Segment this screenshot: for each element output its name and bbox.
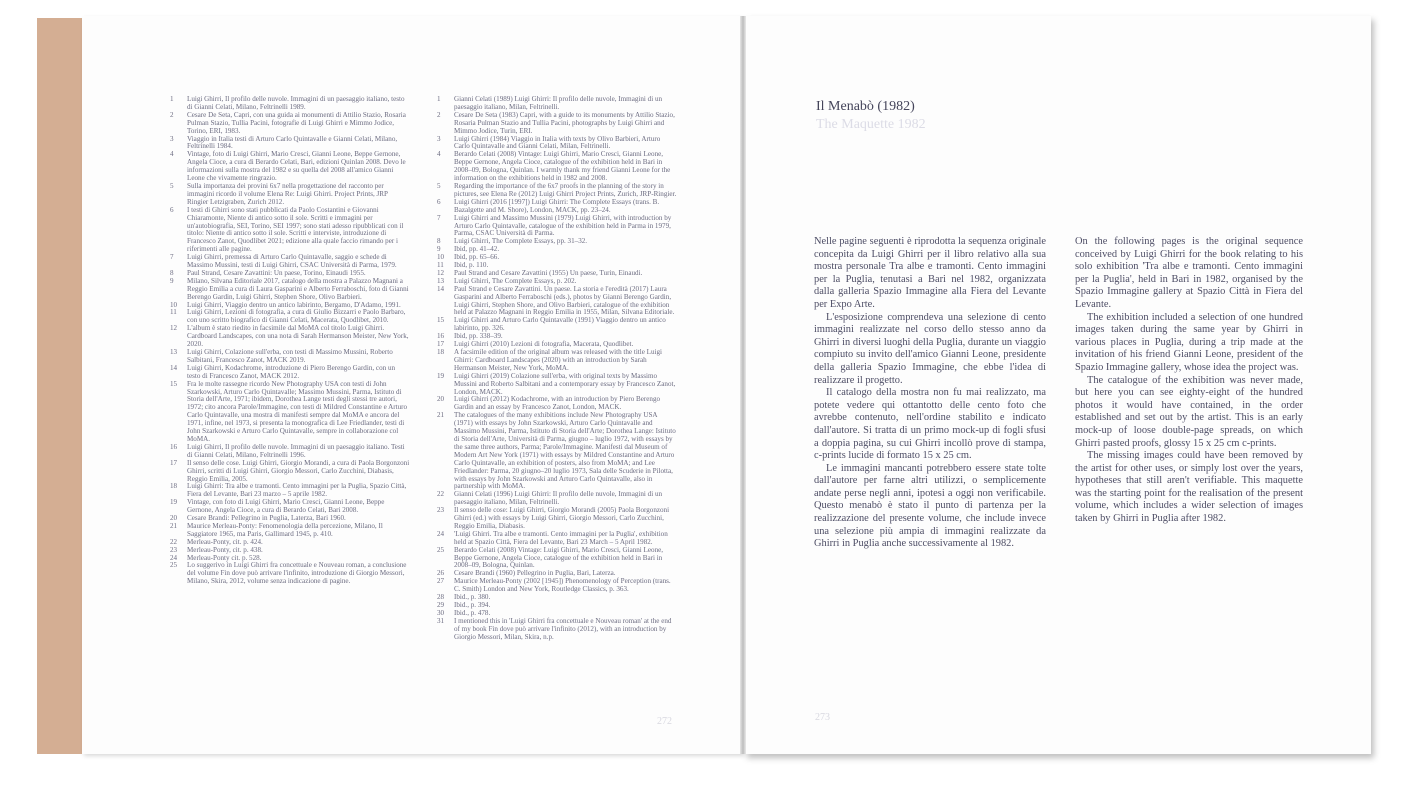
endnote-text: Berardo Celati (2008) Vintage: Luigi Ghirri, Mario Cresci, Gianni Leone, Beppe Gernone, Angela Cioce, catalogue of the exhibition held in Bari in 2008–09, Bologna, Quinlan. I warmly thank my friend Gianni Leone for the information on the exhibitions held in 1982 and 2008. <box>454 150 671 183</box>
endnote-number: 14 <box>170 363 178 372</box>
endnote-text: 'Luigi Ghirri. Tra albe e tramonti. Cento immagini per la Puglia', exhibition held at Spazio Città, Fiera del Levante, Bari 23 March – 5 April 1982. <box>454 529 668 546</box>
endnote-number: 20 <box>437 395 445 404</box>
endnote-text: Cesare De Seta (1983) Capri, with a guide to its monuments by Attilio Stazio, Rosaria Pulman Stazio and Tullia Pacini, photographs by Luigi Ghirri and Mimmo Jodice, Turin, ERI. <box>454 110 675 135</box>
endnote <box>437 112 677 136</box>
endnote <box>437 491 677 507</box>
endnote-number: 27 <box>437 577 445 586</box>
endnote <box>437 412 677 491</box>
endnote-number: 8 <box>437 237 441 246</box>
endnote-text: Luigi Ghirri (2010) Lezioni di fotografia, Macerata, Quodlibet. <box>454 340 634 349</box>
endnote-text: Paul Strand, Cesare Zavattini: Un paese, Torino, Einaudi 1955. <box>187 268 366 277</box>
endnote-number: 2 <box>437 110 441 119</box>
body-paragraph: The exhibition included a selection of one hundred images taken during the same year by Ghirri in various places in Puglia, during a trip made at the invitation of his friend Gianni Leone, president of the Spazio Immagine gallery, whose idea the project was. <box>1075 311 1303 373</box>
endnote <box>437 578 677 594</box>
endnote <box>437 215 677 239</box>
endnote <box>170 96 410 112</box>
endnote-text: Luigi Ghirri: Tra albe e tramonti. Cento immagini per la Puglia, Spazio Città, Fiera del Levante, Bari 23 marzo – 5 aprile 1982. <box>187 482 407 499</box>
book-spine <box>37 18 87 754</box>
endnote-number: 21 <box>170 521 178 530</box>
endnote-text: Merleau-Ponty cit. p. 528. <box>187 553 262 562</box>
endnote <box>437 183 677 199</box>
endnote-number: 4 <box>170 150 174 159</box>
endnote-number: 10 <box>437 253 445 262</box>
endnote-number: 21 <box>437 411 445 420</box>
endnote-text: Ibid., p. 380. <box>454 593 491 602</box>
endnote <box>437 151 677 183</box>
endnote-text: Luigi Ghirri (2019) Colazione sull'erba, with original texts by Massimo Mussini and Roberto Salbitani and a contemporary essay by Francesco Zanot, London, MACK. <box>454 371 676 396</box>
endnote-number: 18 <box>437 348 445 356</box>
section-heading: Il Menabò (1982) <box>816 99 915 114</box>
endnote-text: Sulla importanza dei provini 6x7 nella progettazione del racconto per immagini ricordo il volume Elena Re: Luigi Ghirri. Project Prints, JRP Ringier Letzigraben, Zurich 2012. <box>187 181 388 206</box>
endnote-number: 26 <box>437 569 445 578</box>
endnote-number: 8 <box>170 268 174 277</box>
body-paragraph: The catalogue of the exhibition was never made, but here you can see eighty-eight of the hundred photos it would have contained, in the order established and set out by the artist. This is an early mock-up of loose double-page spreads, on which Ghirri pasted proofs, glossy 15 x 25 cm c-prints. <box>1075 374 1303 449</box>
endnote-text: Il senso delle cose: Luigi Ghirri, Giorgio Morandi (2005) Paola Borgonzoni Ghirri (ed.) with essays by Luigi Ghirri, Giorgio Messori, Carlo Zucchini, Reggio Emilia, Diabasis. <box>454 506 670 530</box>
endnote-number: 19 <box>437 371 445 380</box>
endnote <box>170 309 410 325</box>
endnote <box>170 365 410 381</box>
endnote <box>437 531 677 547</box>
endnote-number: 12 <box>170 324 178 333</box>
endnote-text: Luigi Ghirri (2012) Kodachrome, with an introduction by Piero Berengo Gardin and an essay by Francesco Zanot, London, MACK. <box>454 395 661 412</box>
endnote-number: 3 <box>170 134 174 143</box>
endnote-number: 25 <box>170 561 178 570</box>
endnote-text: Luigi Ghirri, Kodachrome, introduzione di Piero Berengo Gardin, con un testo di Francesco Zanot, MACK 2012. <box>187 363 396 380</box>
body-paragraph: On the following pages is the original sequence conceived by Luigi Ghirri for the book relating to his solo exhibition 'Tra albe e tramonti. Cento immagini per la Puglia', held in Bari in 1982, organised by the Spazio Immagine gallery at Spazio Città in Fiera del Levante. <box>1075 236 1303 310</box>
endnote-text: Regarding the importance of the 6x7 proofs in the planning of the story in pictures, see Elena Re (2012) Luigi Ghirri Project Prints, Zurich, JRP-Ringier. <box>454 181 677 198</box>
endnote-number: 15 <box>437 316 445 325</box>
endnote-text: Luigi Ghirri, Colazione sull'erba, con testi di Massimo Mussini, Roberto Salbitani, Francesco Zanot, MACK 2019. <box>187 348 393 364</box>
endnote <box>437 547 677 571</box>
endnote-text: Maurice Merleau-Ponty (2002 [1945]) Phenomenology of Perception (trans. C. Smith) London and New York, Routledge Classics, p. 363. <box>454 577 671 594</box>
endnote-number: 13 <box>437 276 445 285</box>
endnote <box>437 396 677 412</box>
endnote-number: 9 <box>170 276 174 285</box>
endnote-text: Maurice Merleau-Ponty: Fenomenologia della percezione, Milano, Il Saggiatore 1965, ma Paris, Gallimard 1945, p. 410. <box>187 521 383 538</box>
endnote-text: Viaggio in Italia testi di Arturo Carlo Quintavalle e Gianni Celati, Milano, Feltrinelli 1984. <box>187 134 398 151</box>
endnote-text: Luigi Ghirri, Viaggio dentro un antico labirinto, Bergamo, D'Adamo, 1991. <box>187 300 401 309</box>
endnote-number: 22 <box>170 537 178 546</box>
endnote <box>170 562 410 586</box>
section-subheading: The Maquette 1982 <box>816 117 926 132</box>
endnote <box>170 254 410 270</box>
endnote-number: 24 <box>170 553 178 562</box>
endnote-text: Paul Strand and Cesare Zavattini (1955) Un paese, Turin, Einaudi. <box>454 268 643 277</box>
endnote-text: Ibid, pp. 338–39. <box>454 332 503 341</box>
body-paragraph: L'esposizione comprendeva una selezione di cento immagini realizzate nel corso dello stesso anno da Ghirri in diversi luoghi della Puglia, durante un viaggio compiuto su invito dell'amico Gianni Leone, presidente della galleria Spazio Immagine, che ebbe l'idea di realizzare il progetto. <box>814 311 1046 386</box>
endnote-number: 4 <box>437 150 441 159</box>
endnote-text: Ibid., p. 394. <box>454 601 491 609</box>
endnote-text: A facsimile edition of the original album was released with the title Luigi Ghirri: Cardboard Landscapes (2020) with an introduction by Sarah Hermanson Meister, New York, MoMA. <box>454 348 663 372</box>
endnote-number: 11 <box>170 308 177 317</box>
endnote-text: Luigi Ghirri, Lezioni di fotografia, a cura di Giulio Bizzarri e Paolo Barbaro, con uno scritto biografico di Gianni Celati, Macerata, Quodlibet, 2010. <box>187 308 406 325</box>
endnote-number: 13 <box>170 348 178 356</box>
endnote <box>170 523 410 539</box>
endnote-number: 9 <box>437 245 441 254</box>
endnote-text: Cesare De Seta, Capri, con una guida ai monumenti di Attilio Stazio, Rosaria Pulman Stazio, Tullia Pacini, fotografie di Luigi Ghirri e Mimmo Jodice, Torino, ERI, 1983. <box>187 110 406 135</box>
endnote-text: Fra le molte rassegne ricordo New Photography USA con testi di John Szarkowski, Arturo Carlo Quintavalle; Massimo Mussini, Parma, Istituto di Storia dell'Arte, 1971; ibidem, Dorothea Lange testi degli stessi tre autori, 1972; cito ancora Parole/Immagine, con testi di Mildred Constantine e Arturo Carlo Quintavalle, una mostra di manifesti sempre dal MoMA e ancora del 1971, infine, nel 1973, si presenta la monografica di Lee Friedlander, testi di John Szarkowski e Arturo Carlo Quintavalle, sempre in collaborazione col MoMA. <box>187 379 408 443</box>
endnote-text: Luigi Ghirri (2016 [1997]) Luigi Ghirri: The Complete Essays (trans. B. Bazalgette and M. Shore), London, MACK, pp. 23–24. <box>454 197 660 214</box>
endnote-number: 1 <box>437 95 441 103</box>
endnote-number: 16 <box>437 332 445 341</box>
endnote-text: Merleau-Ponty, cit. p. 424. <box>187 537 263 546</box>
endnote <box>170 444 410 460</box>
english-body-text <box>1075 236 1303 526</box>
endnote <box>170 207 410 254</box>
right-page-number: 273 <box>815 712 830 723</box>
endnote-text: Luigi Ghirri (1984) Viaggio in Italia with texts by Olivo Barbieri, Arturo Carlo Quintavalle and Gianni Celati, Milan, Feltrinelli. <box>454 134 661 151</box>
endnote-text: I mentioned this in 'Luigi Ghirri fra concettuale e Nouveau roman' at the end of my book Fin dove può arrivare l'infinito (2012), with an introduction by Giorgio Messori, Milan, Skira, n.p. <box>454 616 672 641</box>
endnote-text: Ibid, p. 110. <box>454 261 489 270</box>
endnote-text: Merleau-Ponty, cit. p. 438. <box>187 545 263 554</box>
endnote <box>437 618 677 642</box>
endnote <box>170 349 410 365</box>
endnote-text: Luigi Ghirri and Arturo Carlo Quintavalle (1991) Viaggio dentro un antico labirinto, pp. 326. <box>454 316 666 333</box>
endnote-number: 24 <box>437 529 445 538</box>
book-gutter <box>740 16 746 754</box>
endnote <box>437 96 677 112</box>
endnote-number: 16 <box>170 442 178 451</box>
endnote-number: 7 <box>437 213 441 222</box>
endnote <box>437 317 677 333</box>
endnote-number: 10 <box>170 300 178 309</box>
english-endnotes <box>437 96 677 642</box>
endnote-number: 28 <box>437 593 445 602</box>
endnote-number: 23 <box>170 545 178 554</box>
endnote-number: 17 <box>170 458 178 467</box>
endnote <box>170 325 410 349</box>
endnote <box>437 373 677 397</box>
endnote-text: Cesare Brandi: Pellegrino in Puglia, Laterza, Bari 1960. <box>187 514 346 523</box>
endnote-text: Milano, Silvana Editoriale 2017, catalogo della mostra a Palazzo Magnani a Reggio Emilia a cura di Laura Gasparini e Alberto Ferraboschi, foto di Gianni Berengo Gardin, Luigi Ghirri, Stephen Shore, Olivo Barbieri. <box>187 276 409 301</box>
endnote-text: Ibid., p. 478. <box>454 608 491 617</box>
body-paragraph: Nelle pagine seguenti è riprodotta la sequenza originale concepita da Luigi Ghirri per il libro relativo alla sua mostra personale Tra albe e tramonti. Cento immagini per la Puglia, tenutasi a Bari nel 1982, organizzata dalla galleria Spazio Immagine alla Fiera del Levante per Expo Arte. <box>814 236 1046 310</box>
endnote-number: 3 <box>437 134 441 143</box>
endnote <box>437 199 677 215</box>
endnote-text: Berardo Celati (2008) Vintage: Luigi Ghirri, Mario Cresci, Gianni Leone, Beppe Gernone, Angela Cioce, catalogue of the exhibition held in Bari in 2008–09, Bologna, Quinlan. <box>454 545 664 570</box>
endnote-text: Vintage, foto di Luigi Ghirri, Mario Cresci, Gianni Leone, Beppe Gernone, Angela Cioce, a cura di Berardo Celati, Bari, edizioni Quinlan 2008. Devo le informazioni sulla mostra del 1982 e su quella del 2008 all'amico Gianni Leone che vivamente ringrazio. <box>187 150 406 183</box>
endnote-number: 25 <box>437 545 445 554</box>
endnote-text: I testi di Ghirri sono stati pubblicati da Paolo Costantini e Giovanni Chiaramonte, Niente di antico sotto il sole. Scritti e immagini per un'autobiografia, SEI, Torino, SEI 1997; sono stati adesso ripubblicati con il titolo: Niente di antico sotto il sole. Scritti e interviste, introduzione di Francesco Zanot, Quodlibet 2021; edizione alla quale faccio rimando per i riferimenti alle pagine. <box>187 205 404 254</box>
body-paragraph: Le immagini mancanti potrebbero essere state tolte dall'autore per farne altri utilizzi, o semplicemente andate perse negli anni, ipotesi a oggi non verificabile. Questo menabò è stato il punto di partenza per la realizzazione del presente volume, che include invece una selezione più ampia di immagini realizzate da Ghirri in Puglia anche successivamente al 1982. <box>814 462 1046 550</box>
endnote-number: 11 <box>437 261 444 270</box>
endnote-text: Ibid, pp. 65–66. <box>454 253 500 262</box>
endnote-text: Lo suggerivo in Luigi Ghirri fra concettuale e Nouveau roman, a conclusione del volume Fin dove può arrivare l'infinito, introduzione di Giorgio Messori, Milano, Skira, 2012, volume senza indicazione di pagine. <box>187 561 407 586</box>
italian-body-text <box>814 236 1046 551</box>
endnote-number: 15 <box>170 379 178 388</box>
endnote-text: Luigi Ghirri and Massimo Mussini (1979) Luigi Ghirri, with introduction by Arturo Carlo Quintavalle, catalogue of the exhibition held in Parma in 1979, Parma, CSAC Università di Parma. <box>454 213 672 238</box>
endnote-text: Luigi Ghirri, Il profilo delle nuvole. Immagini di un paesaggio italiano. Testi di Gianni Celati, Milano, Feltrinelli 1996. <box>187 442 405 459</box>
endnote-number: 12 <box>437 268 445 277</box>
endnote <box>170 460 410 484</box>
endnote <box>437 286 677 318</box>
left-page-number: 272 <box>657 716 672 727</box>
endnote <box>170 499 410 515</box>
endnote <box>170 278 410 302</box>
endnote-number: 31 <box>437 616 445 625</box>
body-paragraph: Il catalogo della mostra non fu mai realizzato, ma potete vedere qui ottantotto delle cento foto che avrebbe contenuto, nell'ordine stabilito e indicato dall'autore. Si tratta di un primo mock-up di fogli sfusi a doppia pagina, su cui Ghirri incollò prove di stampa, c-prints lucide di formato 15 x 25 cm. <box>814 387 1046 462</box>
endnote <box>170 381 410 444</box>
endnote-text: Cesare Brandi (1960) Pellegrino in Puglia, Bari, Laterza. <box>454 569 616 578</box>
endnote-text: The catalogues of the many exhibitions include New Photography USA (1971) with essays by John Szarkowski, Arturo Carlo Quintavalle and Massimo Mussini, Parma, Istituto di Storia dell'Arte; Dorothea Lange: Istituto di Storia dell'Arte, Università di Parma, giugno – luglio 1972, with essays by the same three authors, Parma; Parole/Immagine. Manifesti dal Museum of Modern Art New York (1971) with essays by Mildred Constantine and Arturo Carlo Quintavalle, an exhibition of posters, also from MoMA; and Lee Friedlander: Parma, 20 giugno–20 luglio 1973, Sala delle Scuderie in Pilotta, with essays by John Szarkowski and Arturo Carlo Quintavalle, also in partnership with MoMA. <box>454 411 676 491</box>
endnote-number: 14 <box>437 284 445 293</box>
endnote <box>170 136 410 152</box>
italian-endnotes <box>170 96 410 586</box>
endnote-text: Ibid, pp. 41–42. <box>454 245 500 254</box>
endnote <box>437 507 677 531</box>
endnote-number: 6 <box>437 197 441 206</box>
endnote-number: 17 <box>437 340 445 349</box>
body-paragraph: The missing images could have been removed by the artist for other uses, or simply lost over the years, hypotheses that still aren't verifiable. This maquette was the starting point for the realisation of the present volume, which includes a wider selection of images taken by Ghirri in Puglia after 1982. <box>1075 450 1303 525</box>
endnote-number: 5 <box>437 181 441 190</box>
endnote-text: Luigi Ghirri, The Complete Essays, p. 202. <box>454 276 577 285</box>
endnote-number: 19 <box>170 498 178 507</box>
endnote-number: 1 <box>170 95 174 103</box>
endnote-number: 6 <box>170 205 174 214</box>
endnote-number: 2 <box>170 110 174 119</box>
endnote-number: 22 <box>437 490 445 499</box>
endnote-text: Gianni Celati (1989) Luigi Ghirri: Il profilo delle nuvole, Immagini di un paesaggio italiano, Milan, Feltrinelli. <box>454 95 663 111</box>
endnote <box>437 136 677 152</box>
endnote-number: 29 <box>437 601 445 609</box>
endnote-text: L'album è stato riedito in facsimile dal MoMA col titolo Luigi Ghirri. Cardboard Landscapes, con una nota di Sarah Hermanson Meister, New York, 2020. <box>187 324 409 349</box>
endnote-text: Il senso delle cose. Luigi Ghirri, Giorgio Morandi, a cura di Paola Borgonzoni Ghirri, scritti di Luigi Ghirri, Giorgio Messori, Carlo Zucchini, Diabasis, Reggio Emilia, 2005. <box>187 458 410 483</box>
endnote-text: Luigi Ghirri, Il profilo delle nuvole. Immagini di un paesaggio italiano, testo di Gianni Celati, Milano, Feltrinelli 1989. <box>187 95 405 111</box>
endnote <box>437 349 677 373</box>
endnote <box>170 483 410 499</box>
endnote-number: 20 <box>170 514 178 523</box>
endnote <box>170 151 410 183</box>
endnote-text: Paul Strand e Cesare Zavattini. Un paese. La storia e l'eredità (2017) Laura Gasparini and Alberto Ferraboschi (eds.), photos by Gianni Berengo Gardin, Luigi Ghirri, Stephen Shore, and Olivo Barbieri, catalogue of the exhibition held at Palazzo Magnani in Reggio Emilia in 1955, Milan, Silvana Editoriale. <box>454 284 675 317</box>
endnote-number: 5 <box>170 181 174 190</box>
endnote-number: 23 <box>437 506 445 515</box>
endnote-number: 18 <box>170 482 178 491</box>
endnote <box>170 112 410 136</box>
endnote-number: 30 <box>437 608 445 617</box>
endnote-text: Gianni Celati (1996) Luigi Ghirri: Il profilo delle nuvole, Immagini di un paesaggio italiano, Milan, Feltrinelli. <box>454 490 663 507</box>
endnote-text: Vintage, con foto di Luigi Ghirri, Mario Cresci, Gianni Leone, Beppe Gernone, Angela Cioce, a cura di Berardo Celati, Bari 2008. <box>187 498 385 515</box>
endnote-text: Luigi Ghirri, premessa di Arturo Carlo Quintavalle, saggio e schede di Massimo Mussini, testi di Luigi Ghirri, CSAC Università di Parma, 1979. <box>187 253 397 270</box>
endnote <box>170 183 410 207</box>
endnote-number: 7 <box>170 253 174 262</box>
endnote-text: Luigi Ghirri, The Complete Essays, pp. 31–32. <box>454 237 588 246</box>
